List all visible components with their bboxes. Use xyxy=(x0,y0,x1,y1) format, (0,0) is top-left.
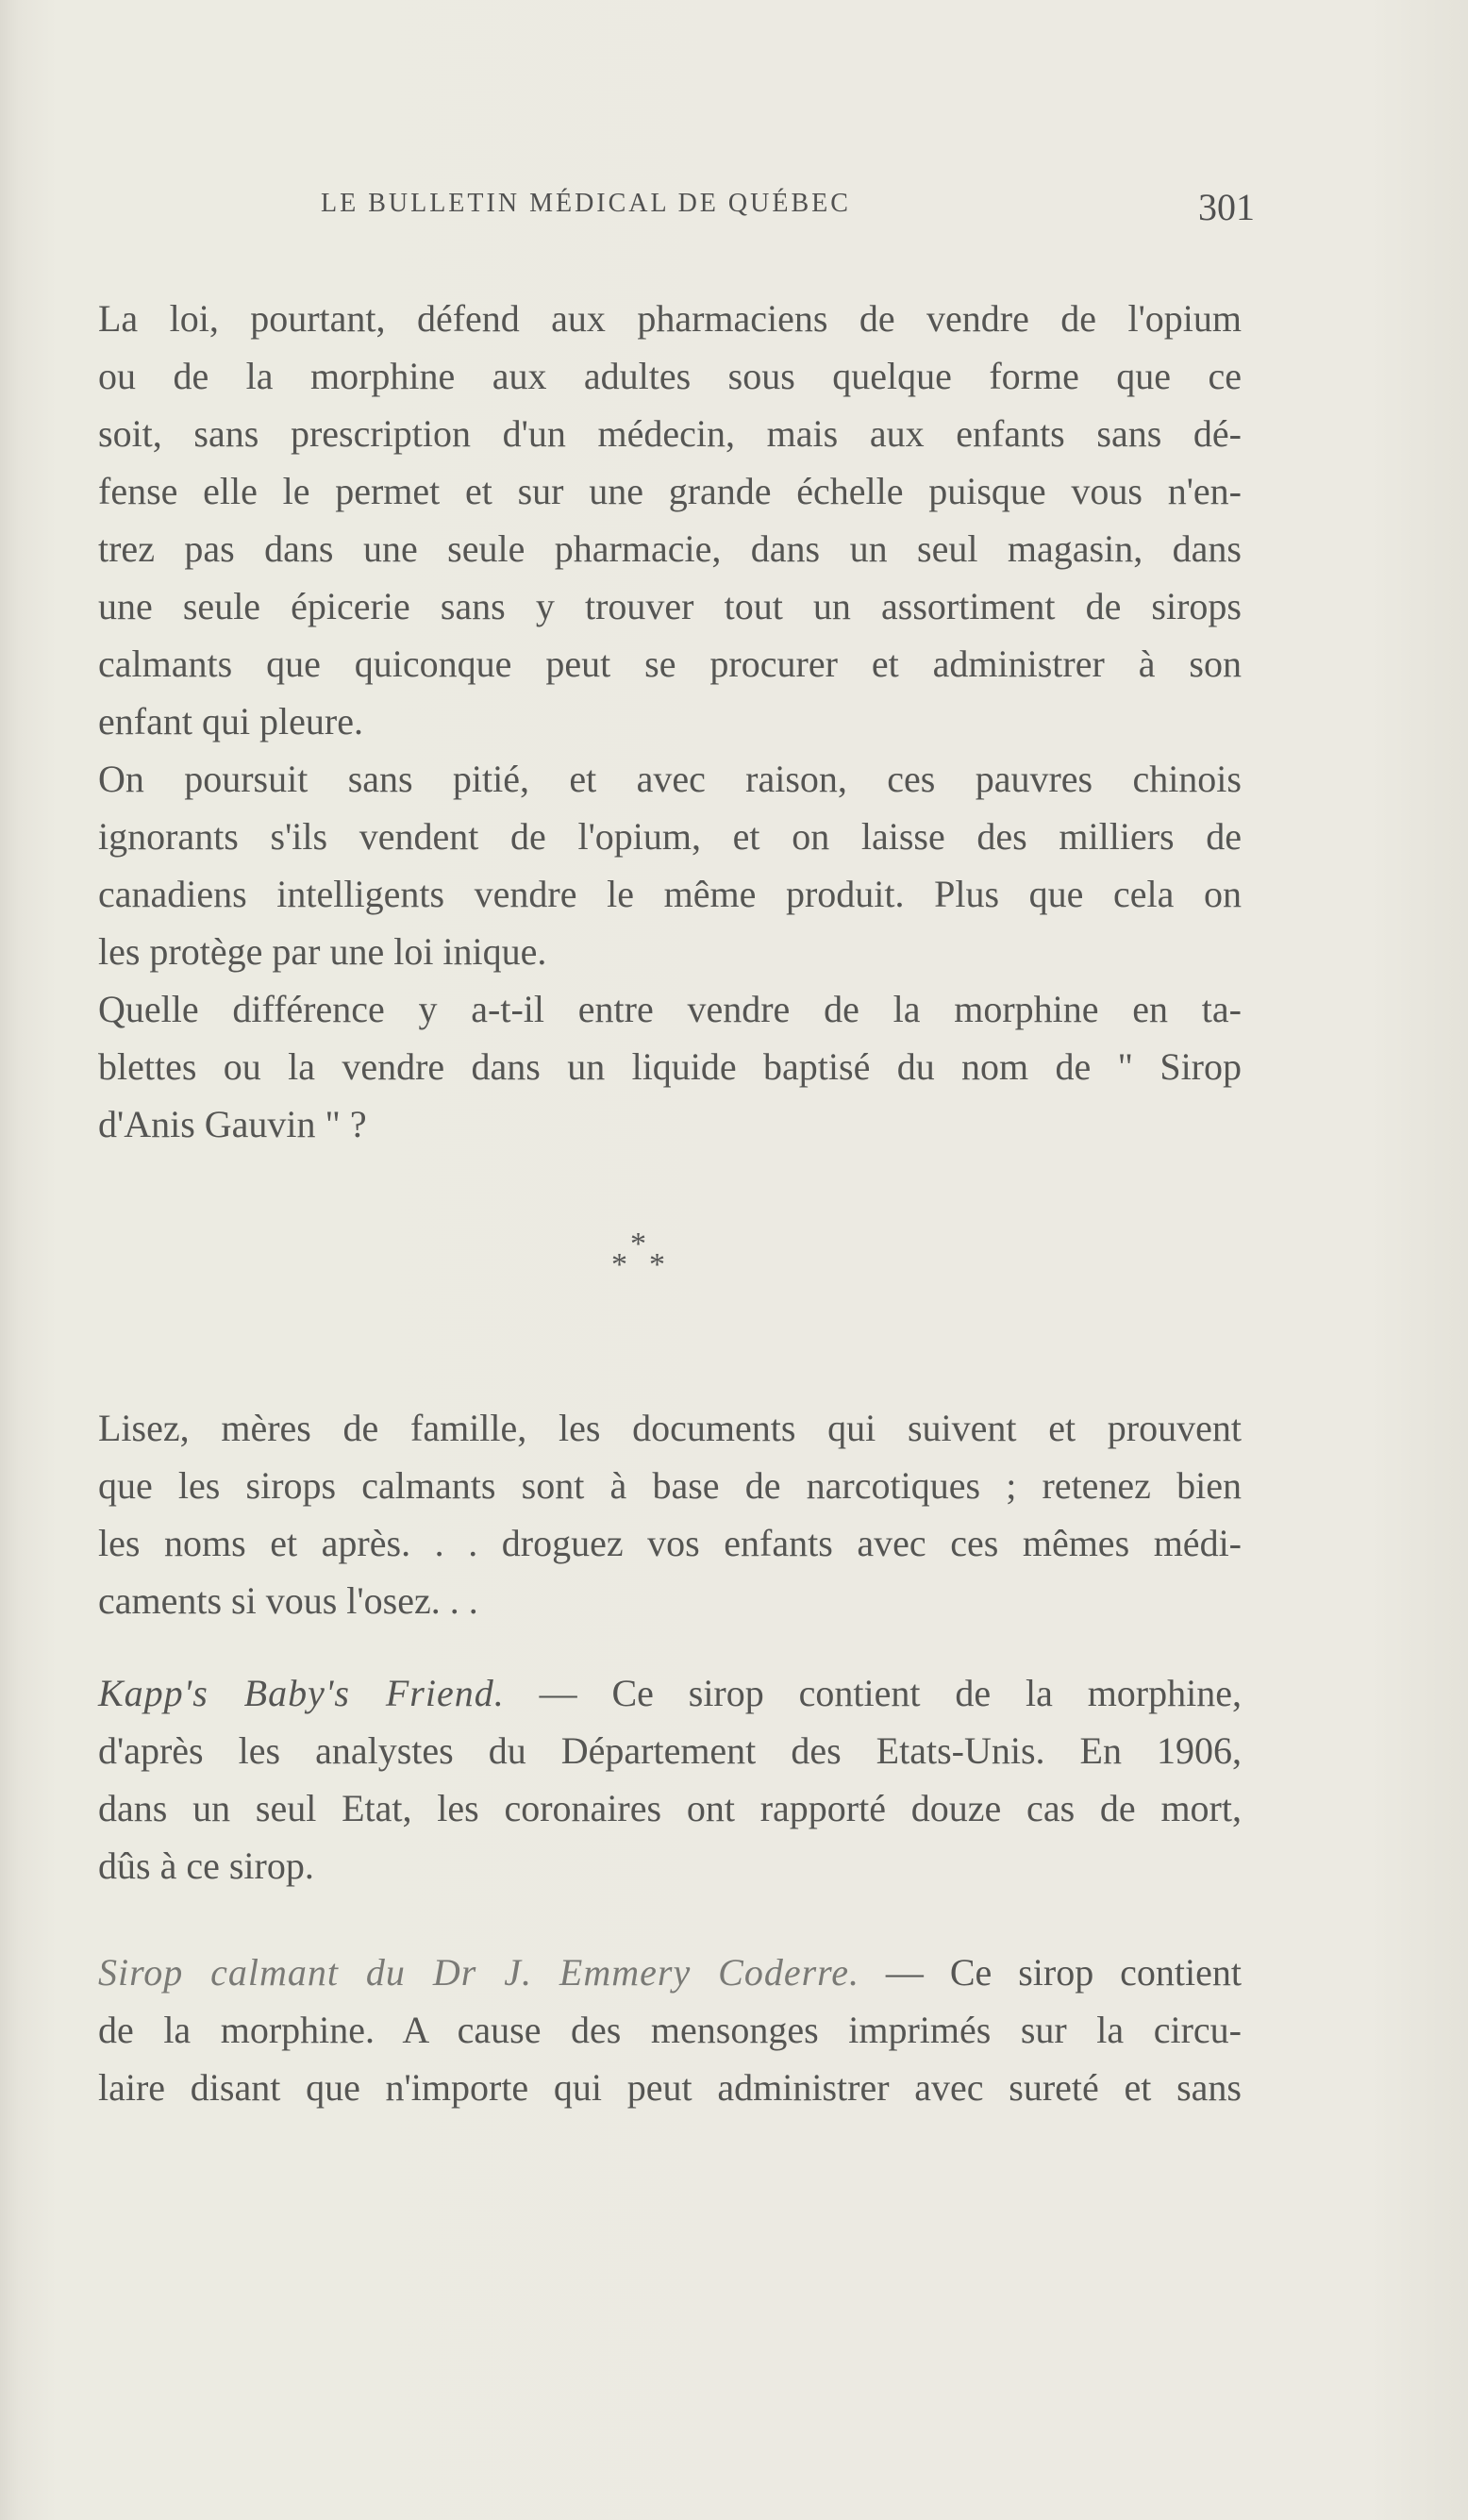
running-head xyxy=(321,186,1255,236)
text-line xyxy=(98,1664,1242,1722)
text-line: calmants que quiconque peut se procurer et administrer à son xyxy=(98,643,1242,685)
asterism-star: * xyxy=(611,1247,627,1282)
text-line: laire disant que n'importe qui peut administrer avec sureté et sans xyxy=(98,2066,1242,2109)
remedy-description-start: — Ce sirop contient xyxy=(859,1951,1242,1994)
text-line: ignorants s'ils vendent de l'opium, et on laisse des milliers de xyxy=(98,815,1242,858)
text-line: Quelle différence y a-t-il entre vendre de la morphine en ta- xyxy=(98,988,1242,1030)
text-line: caments si vous l'osez. . . xyxy=(98,1579,478,1622)
paragraph-mothers xyxy=(98,1399,1242,1629)
remedy-title: Kapp's Baby's Friend. xyxy=(98,1672,505,1714)
text-line: d'Anis Gauvin " ? xyxy=(98,1103,367,1145)
text-line: canadiens intelligents vendre le même produit. Plus que cela on xyxy=(98,873,1242,915)
paragraph-law xyxy=(98,290,1242,750)
asterism-star: * xyxy=(649,1247,665,1282)
text-line: une seule épicerie sans y trouver tout un assortiment de sirops xyxy=(98,585,1242,627)
text-line: que les sirops calmants sont à base de narcotiques ; retenez bien xyxy=(98,1464,1242,1507)
text-line: d'après les analystes du Département des Etats-Unis. En 1906, xyxy=(98,1729,1242,1772)
paragraph-question xyxy=(98,980,1242,1153)
paragraph-kapps-baby-friend xyxy=(98,1664,1242,1894)
text-line: dûs à ce sirop. xyxy=(98,1844,314,1887)
text-line: blettes ou la vendre dans un liquide baptisé du nom de " Sirop xyxy=(98,1045,1242,1088)
asterism-star: * xyxy=(630,1227,646,1261)
text-line: de la morphine. A cause des mensonges imprimés sur la circu- xyxy=(98,2009,1242,2051)
page-number: 301 xyxy=(1198,186,1255,228)
text-line: fense elle le permet et sur une grande échelle puisque vous n'en- xyxy=(98,470,1242,512)
remedy-title: Sirop calmant du Dr J. Emmery Coderre. xyxy=(98,1951,859,1994)
text-line xyxy=(98,1944,1242,2001)
text-line: trez pas dans une seule pharmacie, dans un seul magasin, dans xyxy=(98,527,1242,570)
text-line: soit, sans prescription d'un médecin, mais aux enfants sans dé- xyxy=(98,412,1242,455)
text-line: dans un seul Etat, les coronaires ont rapporté douze cas de mort, xyxy=(98,1787,1242,1829)
text-line: les protège par une loi inique. xyxy=(98,930,547,973)
remedy-description-start: — Ce sirop contient de la morphine, xyxy=(504,1672,1242,1714)
paragraph-prosecution xyxy=(98,750,1242,980)
text-line: La loi, pourtant, défend aux pharmaciens de vendre de l'opium xyxy=(98,297,1242,340)
text-line: les noms et après. . . droguez vos enfants avec ces mêmes médi- xyxy=(98,1522,1242,1564)
text-line: On poursuit sans pitié, et avec raison, ces pauvres chinois xyxy=(98,758,1242,800)
paragraph-sirop-calmant xyxy=(98,1944,1242,2116)
text-line: Lisez, mères de famille, les documents qui suivent et prouvent xyxy=(98,1407,1242,1449)
opening-paragraphs xyxy=(98,290,1242,1153)
running-title: LE BULLETIN MÉDICAL DE QUÉBEC xyxy=(321,189,851,218)
text-line: enfant qui pleure. xyxy=(98,700,363,743)
asterism-separator xyxy=(604,1227,679,1283)
text-line: ou de la morphine aux adultes sous quelque forme que ce xyxy=(98,355,1242,397)
